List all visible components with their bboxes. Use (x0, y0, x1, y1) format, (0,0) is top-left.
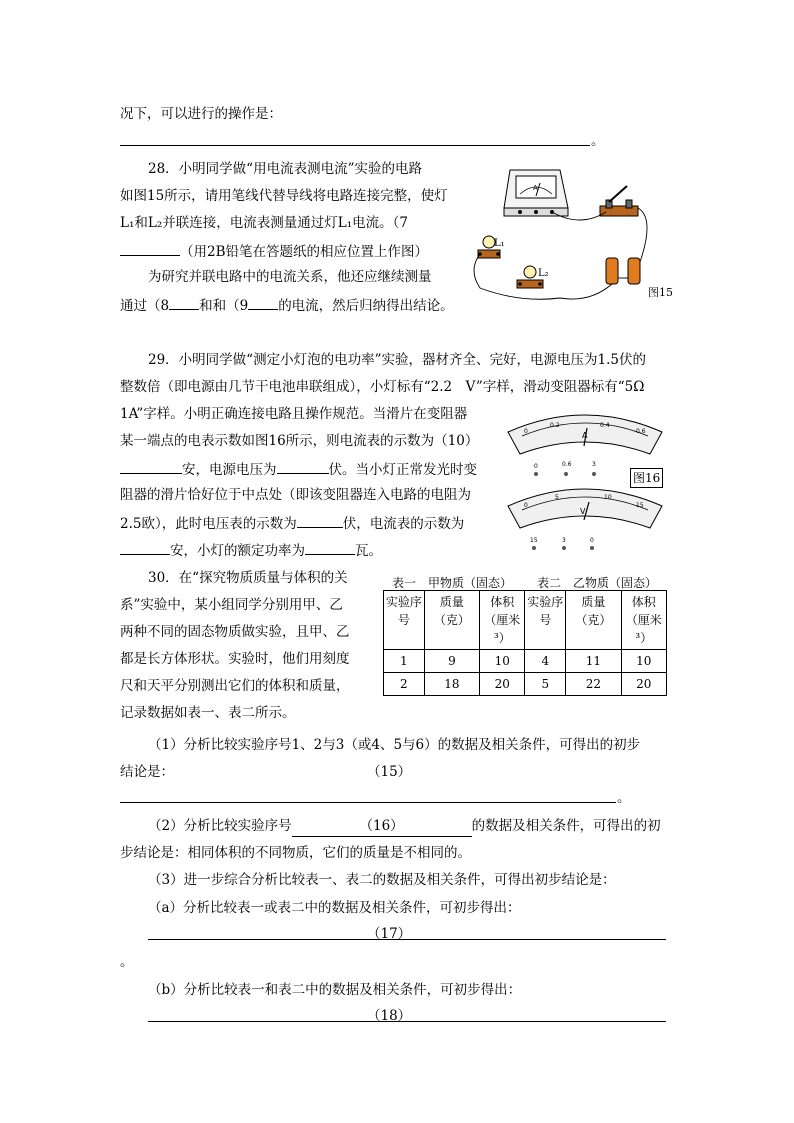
blank-9[interactable] (248, 294, 278, 310)
blank-7[interactable] (120, 240, 180, 256)
svg-text:10: 10 (604, 494, 612, 501)
period: 。 (591, 133, 605, 149)
q30-line4: 都是长方体形状。实验时，他们用刻度 (120, 651, 350, 667)
svg-text:V: V (580, 507, 586, 516)
table2-caption: 表二 乙物质（固态） (537, 576, 658, 590)
blank-12[interactable] (297, 512, 343, 528)
header-volume-2: 体积（厘米³） (621, 591, 666, 650)
svg-text:0.6: 0.6 (562, 461, 572, 468)
q30-sub2: （2）分析比较实验序号 （16） 的数据及相关条件，可得出的初 (148, 816, 661, 837)
battery-icon (606, 258, 640, 284)
header-volume-1: 体积（厘米³） (480, 591, 525, 650)
q30-line5: 尺和天平分别测出它们的体积和质量， (120, 678, 350, 694)
table1-caption: 表一 甲物质（固态） (392, 576, 513, 590)
answer-line-18[interactable] (148, 1021, 666, 1022)
q29-line3: 1A”字样。小明正确连接电路且操作规范。当滑片在变阻器 (120, 406, 468, 422)
blank-18-label: （18） (367, 1008, 412, 1024)
label-l1: L₁ (494, 238, 505, 249)
label-l2: L₂ (538, 268, 549, 279)
svg-text:0.2: 0.2 (550, 422, 560, 429)
blank-8[interactable] (169, 294, 199, 310)
q28-line1: 28．小明同学做“用电流表测电流”实验的电路 (148, 161, 422, 177)
answer-line-15[interactable] (120, 802, 616, 803)
q30-line2: 系”实验中，某小组同学分别用甲、乙 (120, 597, 343, 613)
q30-sub1b: 结论是： (120, 764, 174, 780)
q29-line5: 安，电源电压为 伏。当小灯正常发光时变 (120, 458, 477, 480)
blank-15-label: （15） (367, 764, 412, 780)
q28-line6: 通过（8 和和（9 的电流，然后归纳得出结论。 (120, 294, 454, 316)
blank-11[interactable] (277, 458, 329, 474)
q30-line6: 记录数据如表一、表二所示。 (120, 705, 296, 721)
q29-line6: 阻器的滑片恰好位于中点处（即该变阻器连入电路的电阻为 (120, 487, 471, 503)
q28-line5: 为研究并联电路中的电流关系，他还应继续测量 (148, 269, 432, 285)
q30-sub3: （3）进一步综合分析比较表一、表二的数据及相关条件，可得出初步结论是： (148, 872, 616, 888)
svg-text:A: A (533, 184, 538, 192)
svg-text:3: 3 (562, 537, 566, 544)
q28-line4: （用2B铅笔在答题纸的相应位置上作图） (120, 240, 428, 262)
q30-line1: 30．在“探究物质质量与体积的关 (148, 570, 348, 586)
prev-question-text: 况下，可以进行的操作是： (120, 106, 282, 122)
svg-text:15: 15 (530, 537, 538, 544)
q29-line7: 2.5欧），此时电压表的示数为 伏，电流表的示数为 (120, 512, 464, 534)
answer-line-17[interactable] (148, 939, 666, 940)
svg-text:0: 0 (534, 463, 538, 470)
q29-line2: 整数倍（即电源由几节干电池串联组成），小灯标有“2.2 V”字样，滑动变阻器标有“5Ω (120, 379, 645, 395)
figure-15-circuit (460, 158, 685, 308)
svg-text:0: 0 (524, 502, 528, 509)
answer-line[interactable] (120, 145, 590, 146)
voltmeter-dial-icon (508, 489, 662, 550)
q30-sub2c: 步结论是：相同体积的不同物质，它们的质量是不相同的。 (120, 845, 471, 861)
header-seq-1: 实验序号 (384, 591, 425, 650)
period: 。 (120, 954, 134, 970)
ammeter-dial-icon (508, 415, 662, 476)
blank-17-label: （17） (367, 926, 412, 942)
q30-sub3b: （b）分析比较表一和表二中的数据及相关条件，可初步得出： (148, 982, 522, 998)
q29-line1: 29．小明同学做“测定小灯泡的电功率”实验，器材齐全、完好，电源电压为1.5伏的 (148, 352, 646, 368)
blank-16[interactable]: （16） (292, 816, 472, 837)
q29-line4: 某一端点的电表示数如图16所示，则电流表的示数为（10） (120, 433, 479, 449)
blank-13[interactable] (120, 539, 170, 555)
figure-16-label: 图16 (630, 468, 663, 488)
q28-line2: 如图15所示，请用笔线代替导线将电路连接完整，使灯 (120, 188, 448, 204)
q30-line3: 两种不同的固态物质做实验，且甲、乙 (120, 624, 350, 640)
ammeter-icon (504, 170, 568, 216)
data-tables (383, 590, 667, 696)
switch-icon (600, 186, 638, 216)
q30-sub3a: （a）分析比较表一或表二中的数据及相关条件，可初步得出： (148, 900, 521, 916)
blank-10[interactable] (120, 458, 182, 474)
q28-line3: L₁和L₂并联连接，电流表测量通过灯L₁电流。（7 (120, 215, 408, 231)
table-row: 1 9 10 4 11 10 (384, 650, 667, 673)
header-mass-1: 质量（克） (424, 591, 479, 650)
svg-text:0: 0 (590, 537, 594, 544)
svg-text:A: A (582, 431, 588, 440)
svg-text:0: 0 (524, 428, 528, 435)
period: 。 (617, 790, 631, 806)
table-row: 2 18 20 5 22 20 (384, 673, 667, 696)
header-mass-2: 质量（克） (566, 591, 621, 650)
header-seq-2: 实验序号 (525, 591, 566, 650)
svg-text:0.6: 0.6 (636, 428, 646, 435)
svg-text:0.4: 0.4 (600, 422, 610, 429)
svg-text:15: 15 (636, 502, 644, 509)
svg-text:3: 3 (592, 461, 596, 468)
figure-15-label: 图15 (648, 286, 673, 299)
blank-14[interactable] (305, 539, 355, 555)
svg-text:5: 5 (555, 494, 559, 501)
q29-line8: 安，小灯的额定功率为 瓦。 (120, 539, 382, 561)
q30-sub1: （1）分析比较实验序号1、2与3（或4、5与6）的数据及相关条件，可得出的初步 (148, 737, 641, 753)
